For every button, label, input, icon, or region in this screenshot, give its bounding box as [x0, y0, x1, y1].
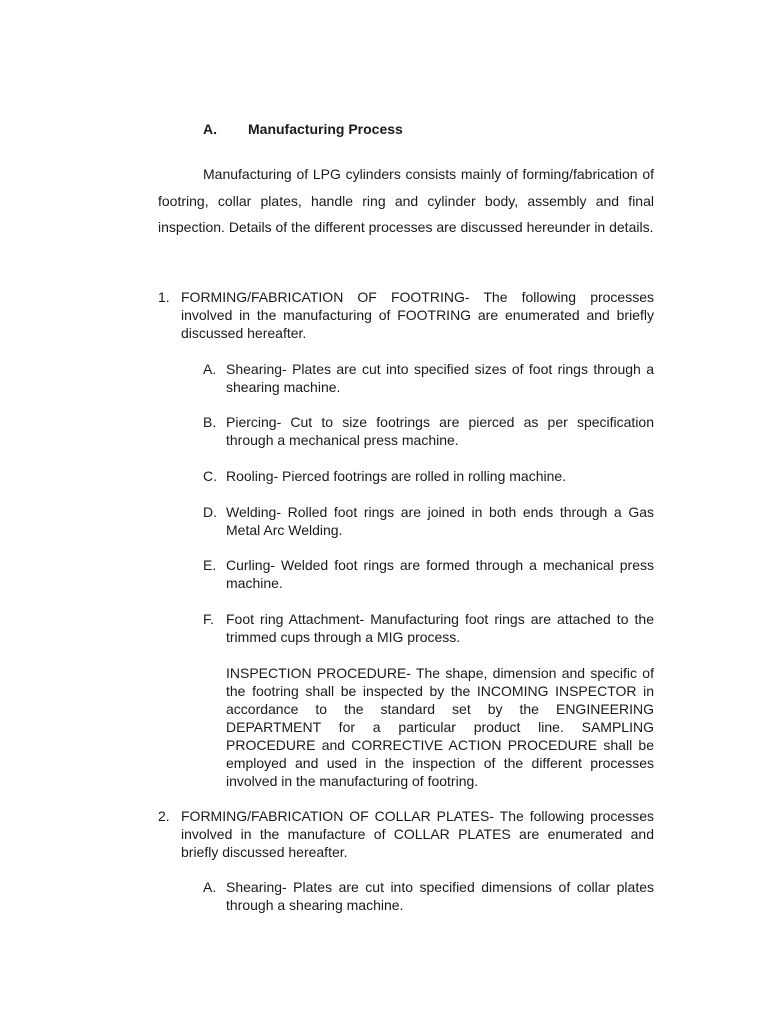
list-item-collar-plates: [158, 807, 654, 861]
item-text: FORMING/FABRICATION OF COLLAR PLATES- The following processes involved in the manufacture of COLLAR PLATES are enumerated and briefly discussed hereafter.: [181, 808, 654, 860]
sub-item-letter: B.: [203, 414, 217, 430]
section-title: Manufacturing Process: [248, 121, 403, 137]
inspection-procedure-note: INSPECTION PROCEDURE- The shape, dimension and specific of the footring shall be inspected by the INCOMING INSPECTOR in accordance to the standard set by the ENGINEERING DEPARTMENT for a particular product line. SAMPLING PROCEDURE and CORRECTIVE ACTION PROCEDURE shall be employed and used in the inspection of the different processes involved in the manufacturing of footring.: [226, 665, 654, 789]
intro-paragraph: [158, 161, 654, 241]
sub-item-piercing: [203, 413, 654, 449]
item-number: 1.: [158, 289, 170, 305]
sub-item-curling: [203, 556, 654, 592]
intro-text: Manufacturing of LPG cylinders consists mainly of forming/fabrication of footring, collar plates, handle ring and cylinder body, assembly and final inspection. Details of the different processes are discussed hereunder in details.: [158, 166, 654, 236]
sub-item-text: Rooling- Pierced footrings are rolled in rolling machine.: [226, 468, 567, 484]
item-text: FORMING/FABRICATION OF FOOTRING- The following processes involved in the manufacturing of FOOTRING are enumerated and briefly discussed hereafter.: [181, 289, 654, 341]
sub-item-letter: F.: [203, 611, 214, 627]
sub-item-text: Foot ring Attachment- Manufacturing foot rings are attached to the trimmed cups through a MIG process.: [226, 611, 654, 645]
sub-item-letter: A.: [203, 361, 217, 377]
sub-item-text: Shearing- Plates are cut into specified dimensions of collar plates through a shearing machine.: [226, 879, 654, 913]
sub-item-text: Welding- Rolled foot rings are joined in both ends through a Gas Metal Arc Welding.: [226, 504, 654, 538]
section-heading: [203, 121, 403, 137]
sub-item-letter: D.: [203, 504, 217, 520]
sub-item-foot-ring-attachment: [203, 610, 654, 646]
sub-item-shearing: [203, 360, 654, 396]
section-letter: A.: [203, 121, 217, 137]
sub-item-text: Piercing- Cut to size footrings are pierced as per specification through a mechanical press machine.: [226, 414, 654, 448]
sub-item-welding: [203, 503, 654, 539]
sub-item-letter: A.: [203, 879, 217, 895]
sub-item-text: Curling- Welded foot rings are formed through a mechanical press machine.: [226, 557, 654, 591]
sub-item-rolling: [203, 467, 654, 485]
sub-item-letter: E.: [203, 557, 217, 573]
sub-item-text: Shearing- Plates are cut into specified sizes of foot rings through a shearing machine.: [226, 361, 654, 395]
sub-item-collar-shearing: [203, 878, 654, 914]
list-item-footring: [158, 288, 654, 342]
sub-item-letter: C.: [203, 468, 217, 484]
item-number: 2.: [158, 808, 170, 824]
